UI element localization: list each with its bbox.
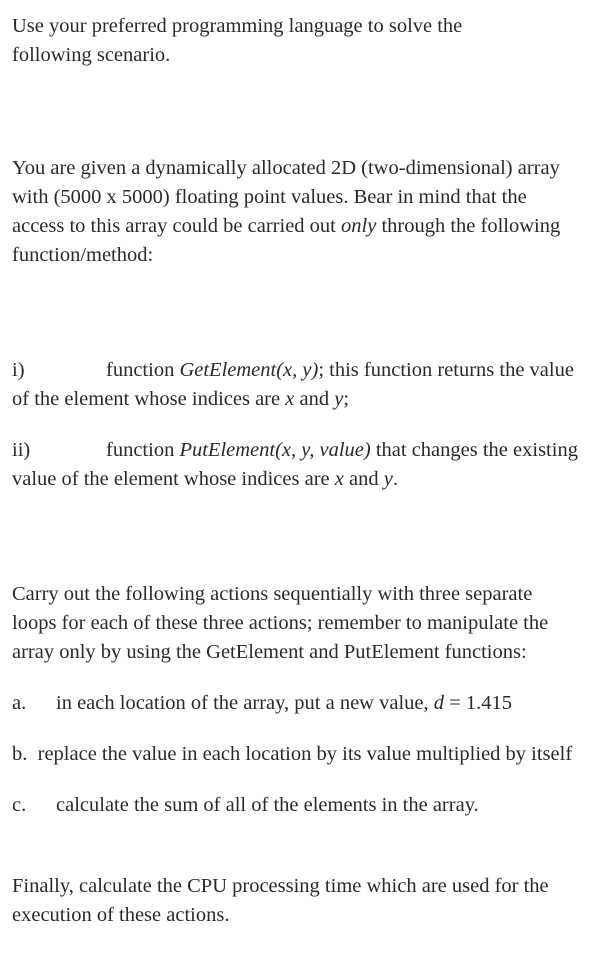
step-a-text: in each location of the array, put a new value, <box>56 692 434 714</box>
item-ii-marker: ii) <box>12 439 31 461</box>
item-i-function-args: (x, y) <box>276 359 319 381</box>
array-desc-part1: You are given a dynamically allocated 2D (two-dimensional) array with (5000 x 5000) floating point values. Bear in mind that the access to this array could be carried out <box>12 157 560 237</box>
item-i-var-x: x <box>285 388 295 410</box>
intro-line-2: following scenario. <box>12 44 171 66</box>
item-ii-pre: function <box>106 439 180 461</box>
item-i-function-name: GetElement <box>179 359 277 381</box>
item-ii-var-x: x <box>334 468 344 490</box>
item-ii-function-args: (x, y, value) <box>275 439 371 461</box>
item-i-pre: function <box>106 359 180 381</box>
item-i-var-y: y <box>334 388 344 410</box>
item-i-marker: i) <box>12 359 25 381</box>
carry-out-paragraph: Carry out the following actions sequentially with three separate loops for each of these three actions; remember to manipulate the array only by using the GetElement and PutElement functions: <box>12 583 549 663</box>
step-b-text: replace the value in each location by its value multiplied by itself <box>37 743 573 765</box>
item-i-end: ; <box>343 388 350 410</box>
item-i-and: and <box>294 388 335 410</box>
item-ii-function-name: PutElement <box>179 439 276 461</box>
step-a-value: = 1.415 <box>444 692 512 714</box>
intro-paragraph <box>12 12 580 70</box>
item-ii-and: and <box>343 468 384 490</box>
array-desc-part2: through the following function/method: <box>12 215 561 266</box>
item-i-description: ; this function returns the value of the element whose indices are <box>12 359 574 410</box>
item-ii-end: . <box>392 468 398 490</box>
step-c-marker: c. <box>12 794 27 816</box>
step-a <box>12 689 580 718</box>
step-b-marker: b. <box>12 743 28 765</box>
step-a-variable: d <box>433 692 445 714</box>
item-ii-var-y: y <box>383 468 393 490</box>
step-b <box>12 740 580 769</box>
finally-paragraph: Finally, calculate the CPU processing time which are used for the execution of these actions. <box>12 875 549 926</box>
function-item-putelement <box>12 436 580 494</box>
step-c <box>12 791 580 820</box>
step-c-text: calculate the sum of all of the elements in the array. <box>56 794 479 816</box>
array-description-paragraph <box>12 154 580 270</box>
step-a-marker: a. <box>12 692 27 714</box>
item-ii-description: that changes the existing value of the element whose indices are <box>12 439 578 490</box>
intro-line-1: Use your preferred programming language to solve the <box>12 15 463 37</box>
function-item-getelement <box>12 356 580 414</box>
array-desc-only-emphasis: only <box>341 215 377 237</box>
